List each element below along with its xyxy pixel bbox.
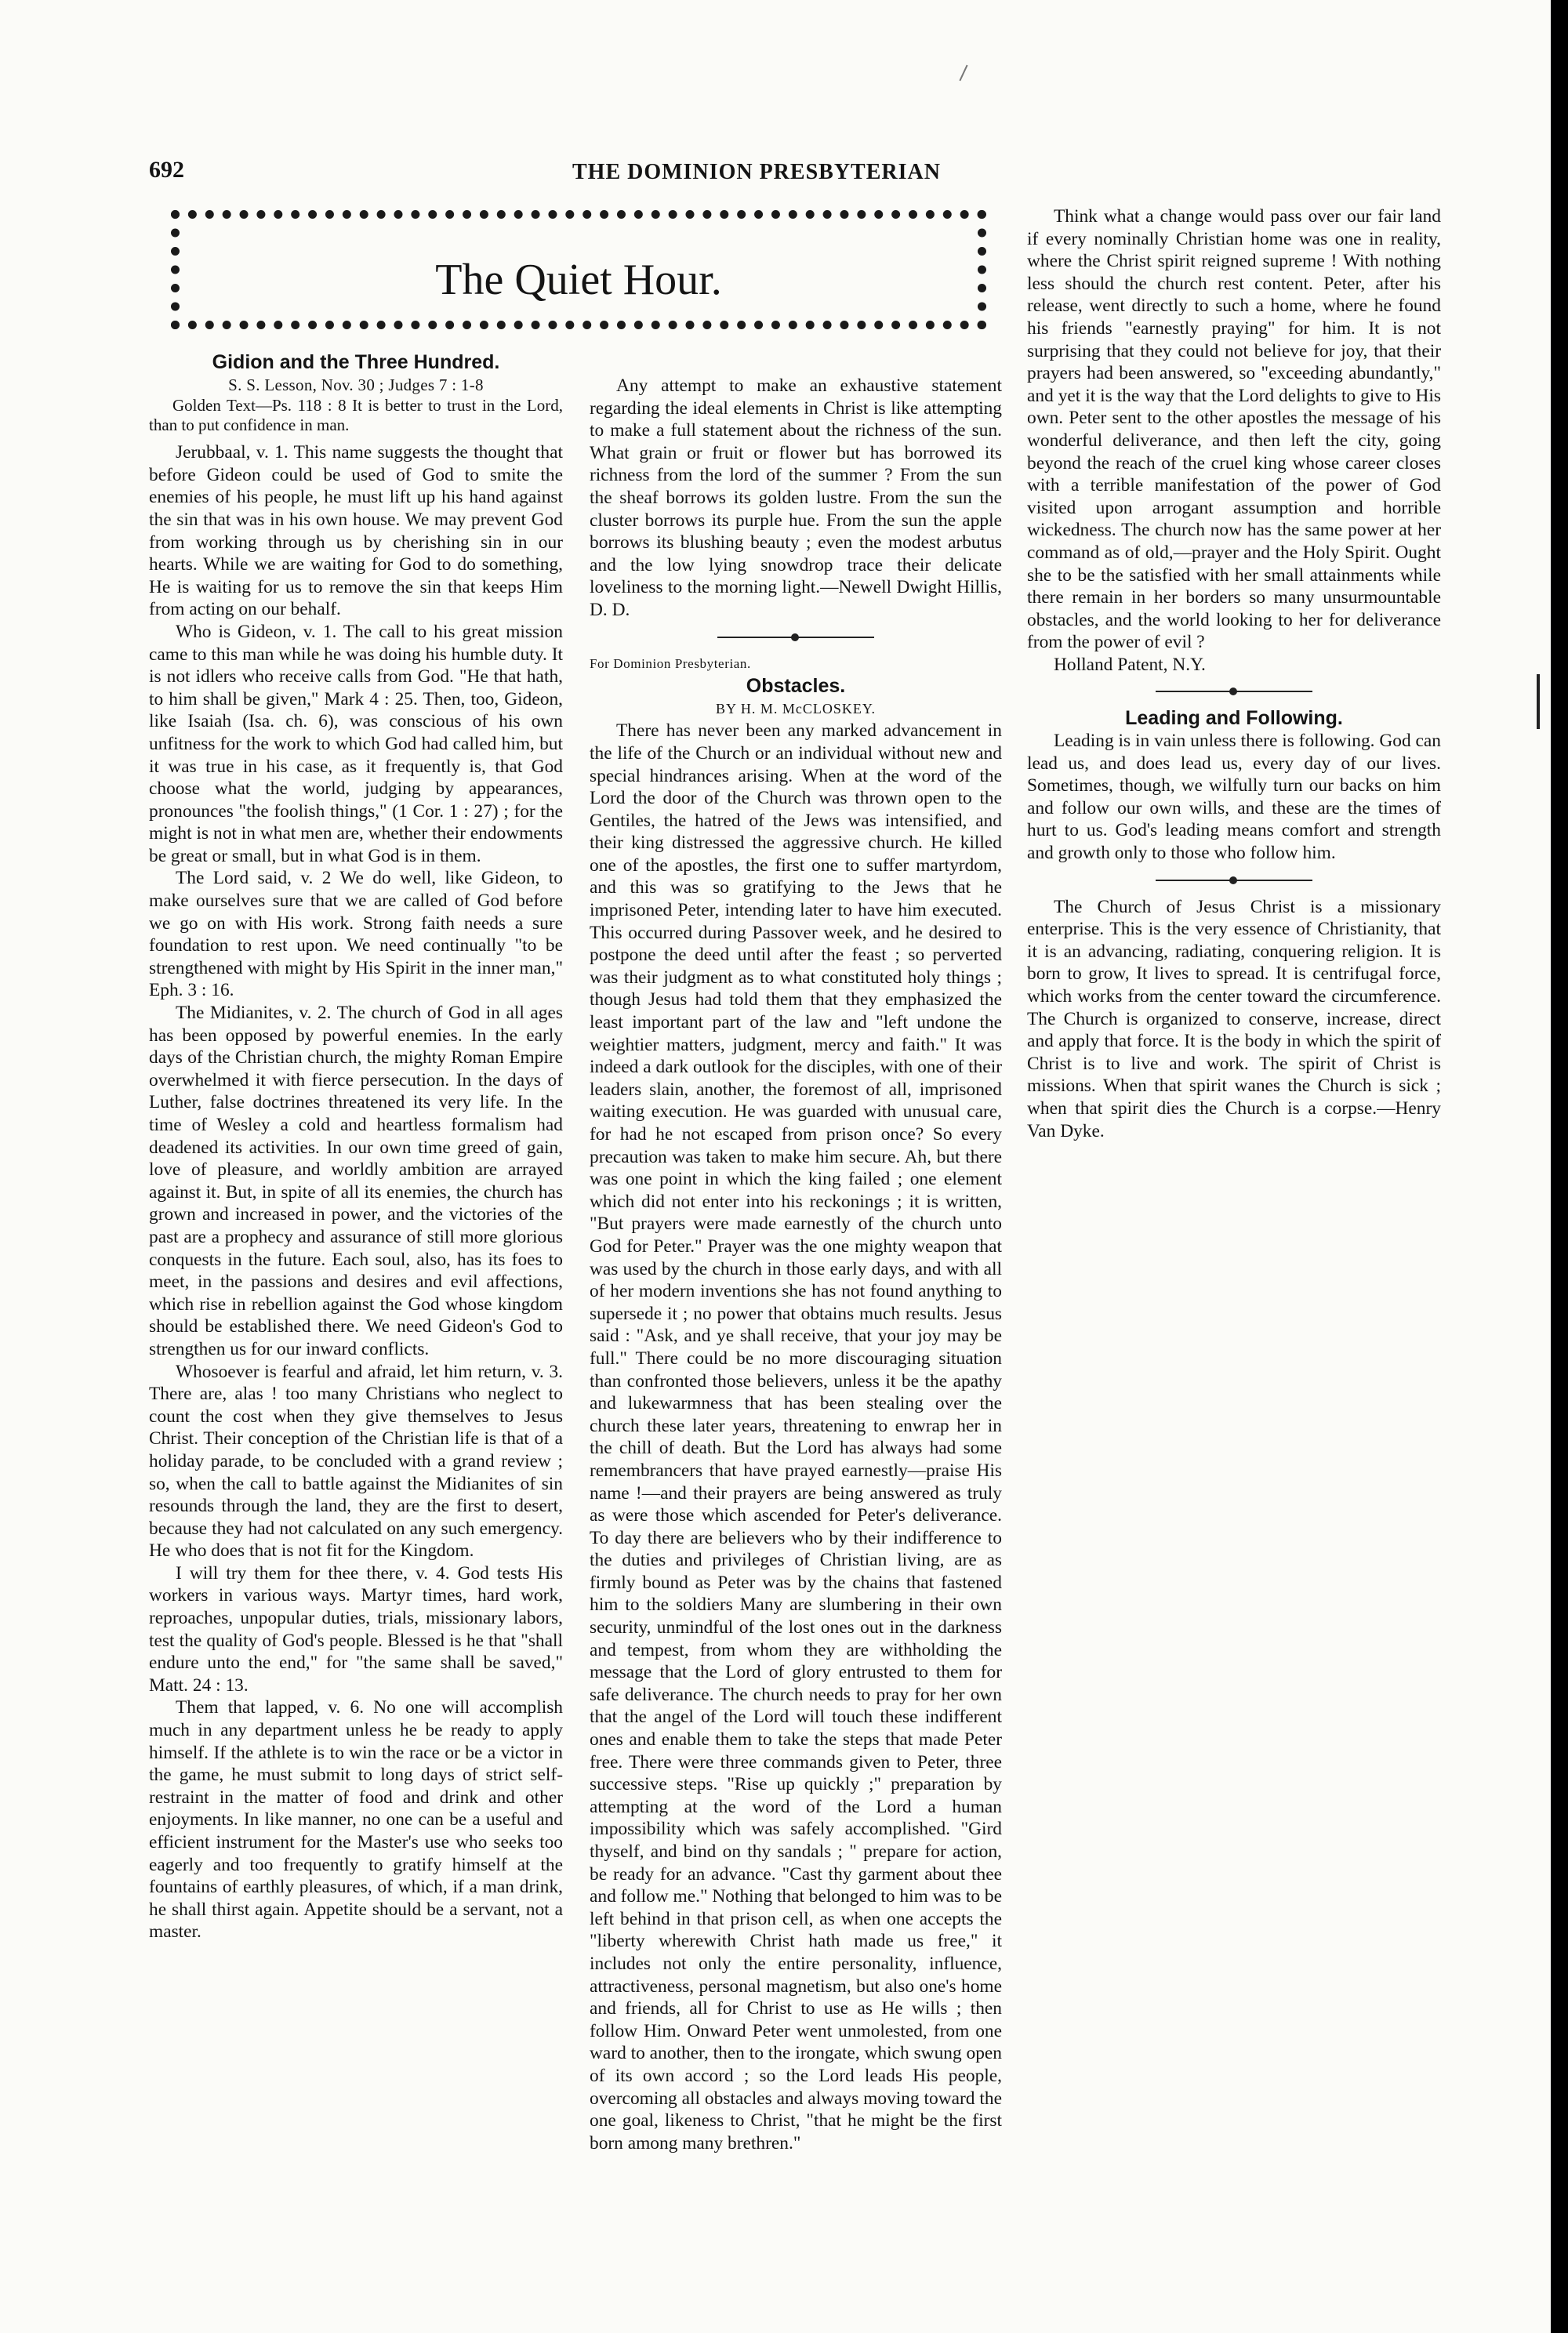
article-title-gideon: Gidion and the Three Hundred. — [212, 351, 500, 373]
spacer — [590, 362, 1002, 375]
page-number: 692 — [149, 157, 184, 183]
article-title-obstacles: Obstacles. — [746, 675, 846, 698]
paragraph: The Lord said, v. 2 We do well, like Gideon, to make ourselves sure that we are called of God before we go on with His work. Strong faith needs a sure foundation to rest upon. We need continually "to be strengthened with might by His Spirit in the inner man," Eph. 3 : 16. — [149, 868, 563, 1001]
quiet-hour-banner — [171, 210, 986, 329]
byline: BY H. M. McCLOSKEY. — [715, 700, 877, 717]
column-1 — [149, 351, 563, 1943]
article-title-leading: Leading and Following. — [1125, 707, 1343, 730]
journal-title: THE DOMINION PRESBYTERIAN — [572, 160, 941, 184]
scan-edge-mark — [1537, 674, 1540, 729]
paragraph: The Midianites, v. 2. The church of God in all ages has been opposed by powerful enemies. In the early days of the Christian church, the mighty Roman Empire overwhelmed it with fierce persecution. In the days of Luther, false doctrines threatened its very life. In the time of Wesley a cold and heartless formalism had deadened its activities. In our own time greed of gain, love of pleasure, and worldly ambition are arrayed against it. But, in spite of all its enemies, the church has grown and increased in power, and the victories of the past are a prophecy and assurance of still more glorious conquests in the future. Each soul, also, has its foes to meet, in the passions and desires and evil affections, which rise in rebellion against the God whose kingdom should be established there. We need Gideon's God to strengthen us for our inward conflicts. — [149, 1003, 563, 1359]
for-dominion-line: For Dominion Presbyterian. — [590, 655, 751, 671]
paragraph: Jerubbaal, v. 1. This name suggests the thought that before Gideon could be used of God to smite the enemies of his people, he must lift up his hand against the sin that was in his own house. We may prevent God from working through us by cherishing sin in our hearts. While we are waiting for God to do something, He is waiting for us to remove the sin that keeps Him from acting on our behalf. — [149, 442, 563, 620]
paragraph: There has never been any marked advancement in the life of the Church or an individual without new and special hindrances arising. When at the word of the Lord the door of the Church was thrown open to the Gentiles, the hatred of the Jews was intensified, and their king distressed the aggressive church. He killed one of the apostles, the first one to suffer martyrdom, and this was so gratifying to the Jews that he imprisoned Peter, intending later to have him executed. This occurred during Passover week, and he desired to postpone the deed until after the feast ; so perverted was their judgment as to what constituted holy things ; though Jesus had told them that they emphasized the least important part of the law and "left undone the weightier matters, judgment, mercy and faith." It was indeed a dark outlook for the disciples, with one of their leaders slain, another, the foremost of all, imprisoned waiting execution. He was guarded with unusual care, for had he not escaped from prison once? So every precaution was taken to make him secure. Ah, but there was one point in which the king failed ; one element which did not enter into his reckonings ; it is written, "But prayers were made earnestly of the church unto God for Peter." Prayer was the one mighty weapon that was used by the church in those early days, and with all of her modern inventions she has not found anything to supersede it ; no power that obtains much results. Jesus said : "Ask, and ye shall receive, that your joy may be full." There could be no more discouraging situation than confronted those believers, unless it be the apathy and lukewarmness that has been stealing over the church these later years, threatening to enwrap her in the chill of death. But the Lord has always had some remembrancers that have prayed earnestly—praise His name !—and their prayers are being answered as truly as were those which ascended for Peter's deliverance. To day there are believers who by their indifference to the duties and privileges of Christian living, are as firmly bound as Peter was by the chains that fastened him to the soldiers Many are slumbering in their own security, unmindful of the lost ones out in the darkness and tempest, from whom they are withholding the message that the Lord of glory entrusted to them for safe deliverance. The church needs to pray for her own that the angel of the Lord will touch these indifferent ones and enable them to take the steps that made Peter free. There were three commands given to Peter, three successive steps. "Rise up quickly ;" preparation by attempting at the word of the Lord a human impossibility which was safely accomplished. "Gird thyself, and bind on thy sandals ; " prepare for action, be ready for an advance. "Cast thy garment about thee and follow me." Nothing that belonged to him was to be left behind in that prison cell, as when one accepts the "liberty wherewith Christ hath made us free," it includes not only the entire personality, influence, attractiveness, personal magnetism, but also one's home and friends, all for Christ to use as He wills ; then follow Him. Onward Peter went unmolested, from one ward to another, then to the irongate, which swung open of its own accord ; so the Lord leads His people, overcoming all obstacles and always moving toward the one goal, likeness to Christ, "that he might be the first born among many brethren." — [590, 720, 1003, 2153]
scan-artifact-mark — [959, 65, 967, 82]
separator-rule — [717, 633, 874, 642]
page-header — [149, 157, 1497, 196]
paragraph: I will try them for thee there, v. 4. God tests His workers in various ways. Martyr times, hard work, reproaches, unpopular duties, trials, missionary labors, test the quality of God's people. Blessed is he that "shall endure unto the end," for "the same shall be saved," Matt. 24 : 13. — [149, 1562, 563, 1696]
paragraph: Leading is in vain unless there is following. God can lead us, and does lead us, every day of our lives. Sometimes, though, we wilfully turn our backs on him and follow our own wills, and these are the times of hurt to us. God's leading means comfort and strength and growth only to those who follow him. — [1027, 731, 1441, 864]
column-3 — [1027, 205, 1441, 1142]
quote-hillis: Any attempt to make an exhaustive statement regarding the ideal elements in Christ is like attempting to make a full statement about the richness of the sun. What grain or fruit or flower but has borrowed its richness from the lord of the summer ? From the sun the sheaf borrows its golden lustre. From the sun the cluster borrows its purple hue. From the sun the apple borrows its blushing beauty ; even the modest arbutus and the low lying snowdrop trace their delicate loveliness to the morning light.—Newell Dwight Hillis, D. D. — [590, 376, 1002, 620]
lesson-reference: S. S. Lesson, Nov. 30 ; Judges 7 : 1-8 — [228, 375, 484, 394]
separator-rule — [1156, 687, 1312, 696]
place-line: Holland Patent, N.Y. — [1054, 654, 1206, 675]
separator-rule — [1156, 876, 1312, 885]
paragraph: Whosoever is fearful and afraid, let him return, v. 3. There are, alas ! too many Christians who neglect to count the cost when they give themselves to Jesus Christ. Their conception of the Christian life is that of a holiday parade, to be concluded with a grand review ; so, when the call to battle against the Midianites of sin resounds through the land, they are the first to desert, because they had not calculated on any such emergency. He who does that is not fit for the Kingdom. — [149, 1361, 563, 1562]
banner-title: The Quiet Hour. — [435, 256, 722, 304]
paragraph: Who is Gideon, v. 1. The call to his great mission came to this man while he was doing his humble duty. It is not idlers who receive calls from God. "He that hath, to him shall be given," Mark 4 : 25. Then, too, Gideon, like Isaiah (Isa. ch. 6), was conscious of his own unfitness for the work to which God had called him, but it was true in his case, as it frequently is, that God choose what the world, judging by appearances, pronounces "the foolish things," (1 Cor. 1 : 27) ; for the might is not in what men are, whether their endowments be great or small, but in what God is in them. — [149, 621, 563, 866]
column-2 — [590, 362, 1003, 2153]
golden-text: Golden Text—Ps. 118 : 8 It is better to trust in the Lord, than to put confidence in man. — [149, 396, 563, 435]
paragraph: Them that lapped, v. 6. No one will accomplish much in any department unless he be ready to apply himself. If the athlete is to win the race or be a victor in the game, he must submit to long days of strict self-restraint in the matter of food and drink and other enjoyments. In like manner, no one can be a useful and efficient instrument for the Master's use who seeks too eagerly and too frequently to gratify himself at the fountains of earthly pleasures, of which, if a man drink, he shall thirst again. Appetite should be a servant, not a master. — [149, 1697, 563, 1943]
quote-van-dyke: The Church of Jesus Christ is a missionary enterprise. This is the very essence of Christianity, that it is an advancing, radiating, conquering religion. It is born to grow, It lives to spread. It is centrifugal force, which works from the center toward the circumference. The Church is organized to conserve, increase, direct and apply that force. It is the body in which the spirit of Christ is to live and work. The spirit of Christ is missions. When that spirit wanes the Church is sick ; when that spirit dies the Church is a corpse.—Henry Van Dyke. — [1027, 896, 1441, 1141]
paragraph: Think what a change would pass over our fair land if every nominally Christian home was one in reality, where the Christ spirit reigned supreme ! With nothing less should the church rest content. Peter, after his release, went directly to such a home, where he found his friends "earnestly praying" for him. It is not surprising that they could not believe for joy, that their prayers had been answered, so "exceeding abundantly," and yet it is the way that the Lord delights to give to His own. Peter sent to the other apostles the message of his wonderful deliverance, and then left the city, going beyond the reach of the cruel king whose career closes with a terrible manifestation of the power of God visited upon arrogant assumption and horrible wickedness. The church now has the same power at her command as of old,—prayer and the Holy Spirit. Ought she to be the satisfied with her small attainments while there remain in her borders so many unsurmountable obstacles, and the world looking to her for deliverance from the power of evil ? — [1027, 206, 1441, 653]
